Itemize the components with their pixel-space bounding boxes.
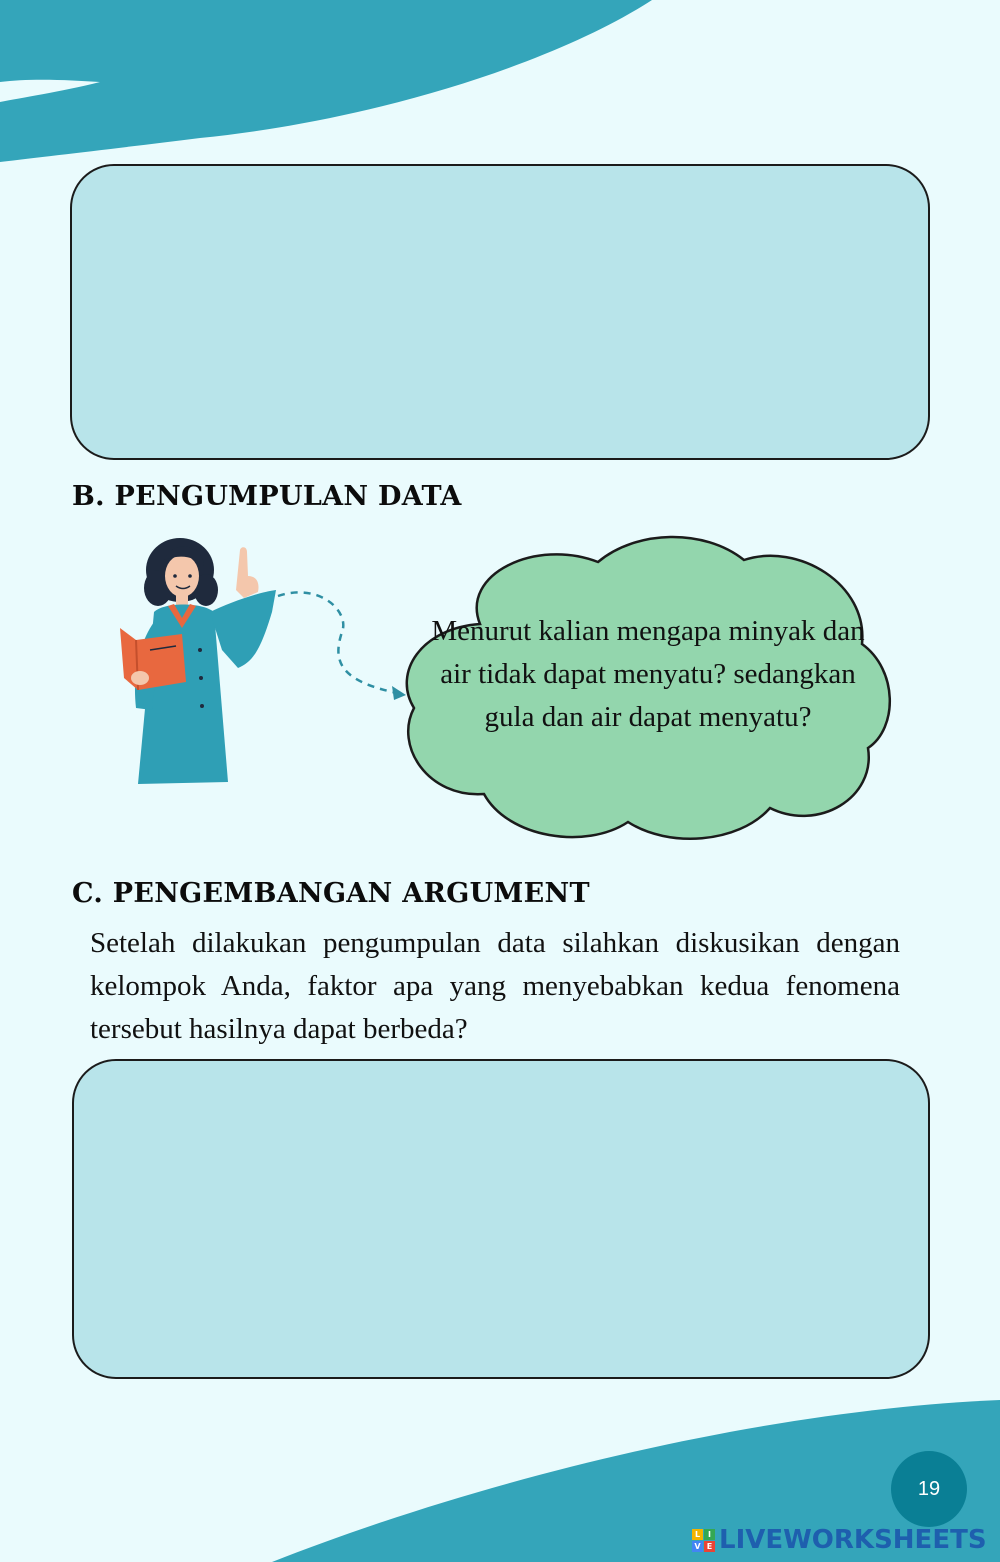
- section-c-heading: C. PENGEMBANGAN ARGUMENT: [72, 878, 590, 909]
- cloud-question-text: Menurut kalian mengapa minyak dan air tidak dapat menyatu? sedangkan gula dan air dapat menyatu?: [431, 615, 865, 733]
- top-wave-decoration: [0, 0, 1000, 170]
- section-b-heading: B. PENGUMPULAN DATA: [72, 481, 462, 512]
- page-number-badge: 19: [891, 1451, 967, 1527]
- teacher-illustration: [110, 532, 420, 792]
- liveworksheets-brand[interactable]: [692, 1520, 987, 1560]
- answer-box-argument[interactable]: [72, 1059, 930, 1379]
- liveworksheets-brand-text: LIVEWORKSHEETS: [719, 1525, 987, 1555]
- liveworksheets-logo-icon: L I V E: [692, 1529, 715, 1552]
- section-c-prompt: Setelah dilakukan pengumpulan data silahkan diskusikan dengan kelompok Anda, faktor apa yang menyebabkan kedua fenomena tersebut hasilnya dapat berbeda?: [90, 927, 900, 1045]
- answer-box-top[interactable]: [70, 164, 930, 460]
